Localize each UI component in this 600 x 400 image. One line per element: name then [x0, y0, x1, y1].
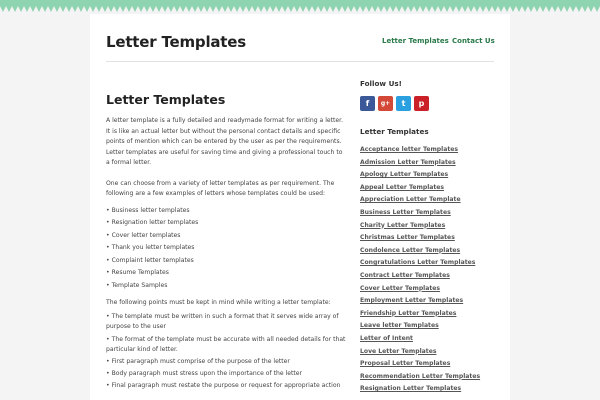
- template-links: [360, 144, 494, 396]
- sidebar-link[interactable]: Contract Letter Templates: [360, 271, 450, 279]
- examples-list: [106, 205, 346, 293]
- nav-contact-us[interactable]: Contact Us: [452, 37, 495, 45]
- intro-paragraph: A letter template is a fully detailed and readymade format for writing a letter. It is like an actual letter but without the personal contact details and specific points of mention which can be entered by the user as per the requirements. Letter templates are useful for saving time and giving a professional touch to a formal letter.: [106, 117, 344, 166]
- sidebar-link[interactable]: Business Letter Templates: [360, 208, 451, 216]
- sidebar-link[interactable]: Resignation Letter Templates: [360, 385, 462, 393]
- points-intro: The following points must be kept in mind while writing a letter template:: [106, 298, 331, 306]
- zigzag-border: [0, 6, 600, 12]
- list-item: • Resume Templates: [106, 267, 346, 280]
- sidebar-link[interactable]: Admission Letter Templates: [360, 158, 456, 166]
- twitter-icon[interactable]: t: [396, 96, 411, 111]
- sidebar-link[interactable]: Friendship Letter Templates: [360, 309, 457, 317]
- main-content: [106, 92, 346, 394]
- nav-letter-templates[interactable]: Letter Templates: [382, 37, 449, 45]
- sidebar-link[interactable]: Appeal Letter Templates: [360, 183, 445, 191]
- social-icons: [360, 96, 494, 111]
- sidebar-link[interactable]: Apology Letter Templates: [360, 171, 449, 179]
- sidebar-link[interactable]: Leave letter Templates: [360, 322, 439, 330]
- list-item: • Cover letter templates: [106, 230, 346, 243]
- letter-templates-heading: Letter Templates: [360, 127, 429, 136]
- sidebar-link[interactable]: Employment Letter Templates: [360, 297, 464, 305]
- list-item: • Resignation letter templates: [106, 217, 346, 230]
- site-title[interactable]: Letter Templates: [106, 33, 246, 51]
- sidebar: [360, 79, 494, 396]
- pinterest-icon[interactable]: p: [414, 96, 429, 111]
- header-divider: [106, 61, 494, 62]
- list-item: • Body paragraph must stress upon the importance of the letter: [106, 369, 346, 379]
- list-item: • Complaint letter templates: [106, 255, 346, 268]
- sidebar-link[interactable]: Christmas Letter Templates: [360, 234, 455, 242]
- list-item: • The template must be written in such a format that it serves wide array of purpose to the user: [106, 312, 346, 332]
- list-item: • The format of the template must be accurate with all needed details for that particular kind of letter.: [106, 335, 346, 355]
- examples-intro: One can choose from a variety of letter templates as per requirement. The following are a few examples of letters whose templates could be used:: [106, 179, 335, 197]
- page-title: Letter Templates: [106, 92, 226, 107]
- google-plus-icon[interactable]: g+: [378, 96, 393, 111]
- sidebar-link[interactable]: Recommendation Letter Templates: [360, 372, 481, 380]
- list-item: • Business letter templates: [106, 205, 346, 218]
- sidebar-link[interactable]: Appreciation Letter Template: [360, 196, 461, 204]
- points-list: [106, 312, 346, 391]
- sidebar-link[interactable]: Congratulations Letter Templates: [360, 259, 476, 267]
- sidebar-link[interactable]: Letter of Intent: [360, 334, 413, 342]
- sidebar-link[interactable]: Proposal Letter Templates: [360, 360, 451, 368]
- list-item: • Thank you letter templates: [106, 242, 346, 255]
- follow-us-heading: Follow Us!: [360, 79, 402, 88]
- facebook-icon[interactable]: f: [360, 96, 375, 111]
- list-item: • Template Samples: [106, 280, 346, 293]
- sidebar-link[interactable]: Charity Letter Templates: [360, 221, 446, 229]
- list-item: • Final paragraph must restate the purpose or request for appropriate action: [106, 381, 346, 391]
- list-item: • First paragraph must comprise of the purpose of the letter: [106, 357, 346, 367]
- sidebar-link[interactable]: Condolence Letter Templates: [360, 246, 461, 254]
- sidebar-link[interactable]: Cover Letter Templates: [360, 284, 441, 292]
- sidebar-link[interactable]: Love Letter Templates: [360, 347, 437, 355]
- sidebar-link[interactable]: Acceptance letter Templates: [360, 146, 459, 153]
